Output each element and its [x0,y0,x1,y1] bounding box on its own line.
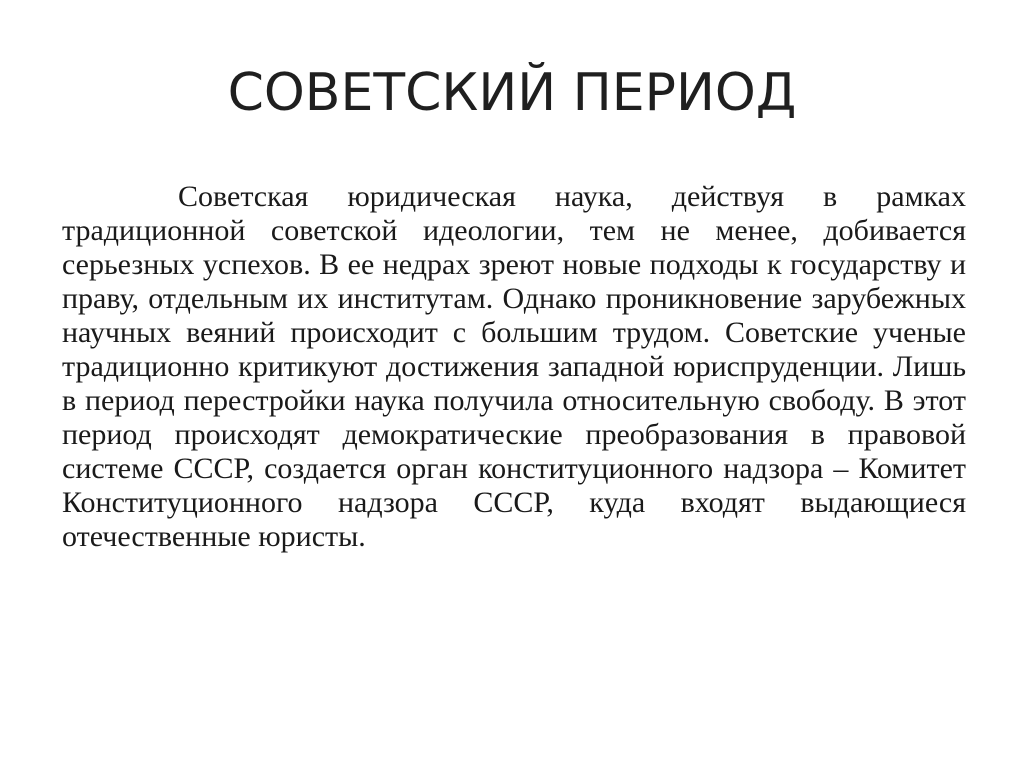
slide-title: СОВЕТСКИЙ ПЕРИОД [227,63,797,123]
slide-body-text: Советская юридическая наука, действуя в рамках традиционной советской идеологии, тем не менее, добивается серьезных успехов. В ее недрах зреют новые подходы к государству и праву, отдельным их институтам. Однако проникновение зарубежных научных веяний происходит с большим трудом. Советские ученые традиционно критикуют достижения западной юриспруденции. Лишь в период перестройки наука получила относительную свободу. В этот период происходят демократические преобразования в правовой системе СССР, создается орган конституционного надзора – Комитет Конституционного надзора СССР, куда входят выдающиеся отечественные юристы. [62,180,966,553]
